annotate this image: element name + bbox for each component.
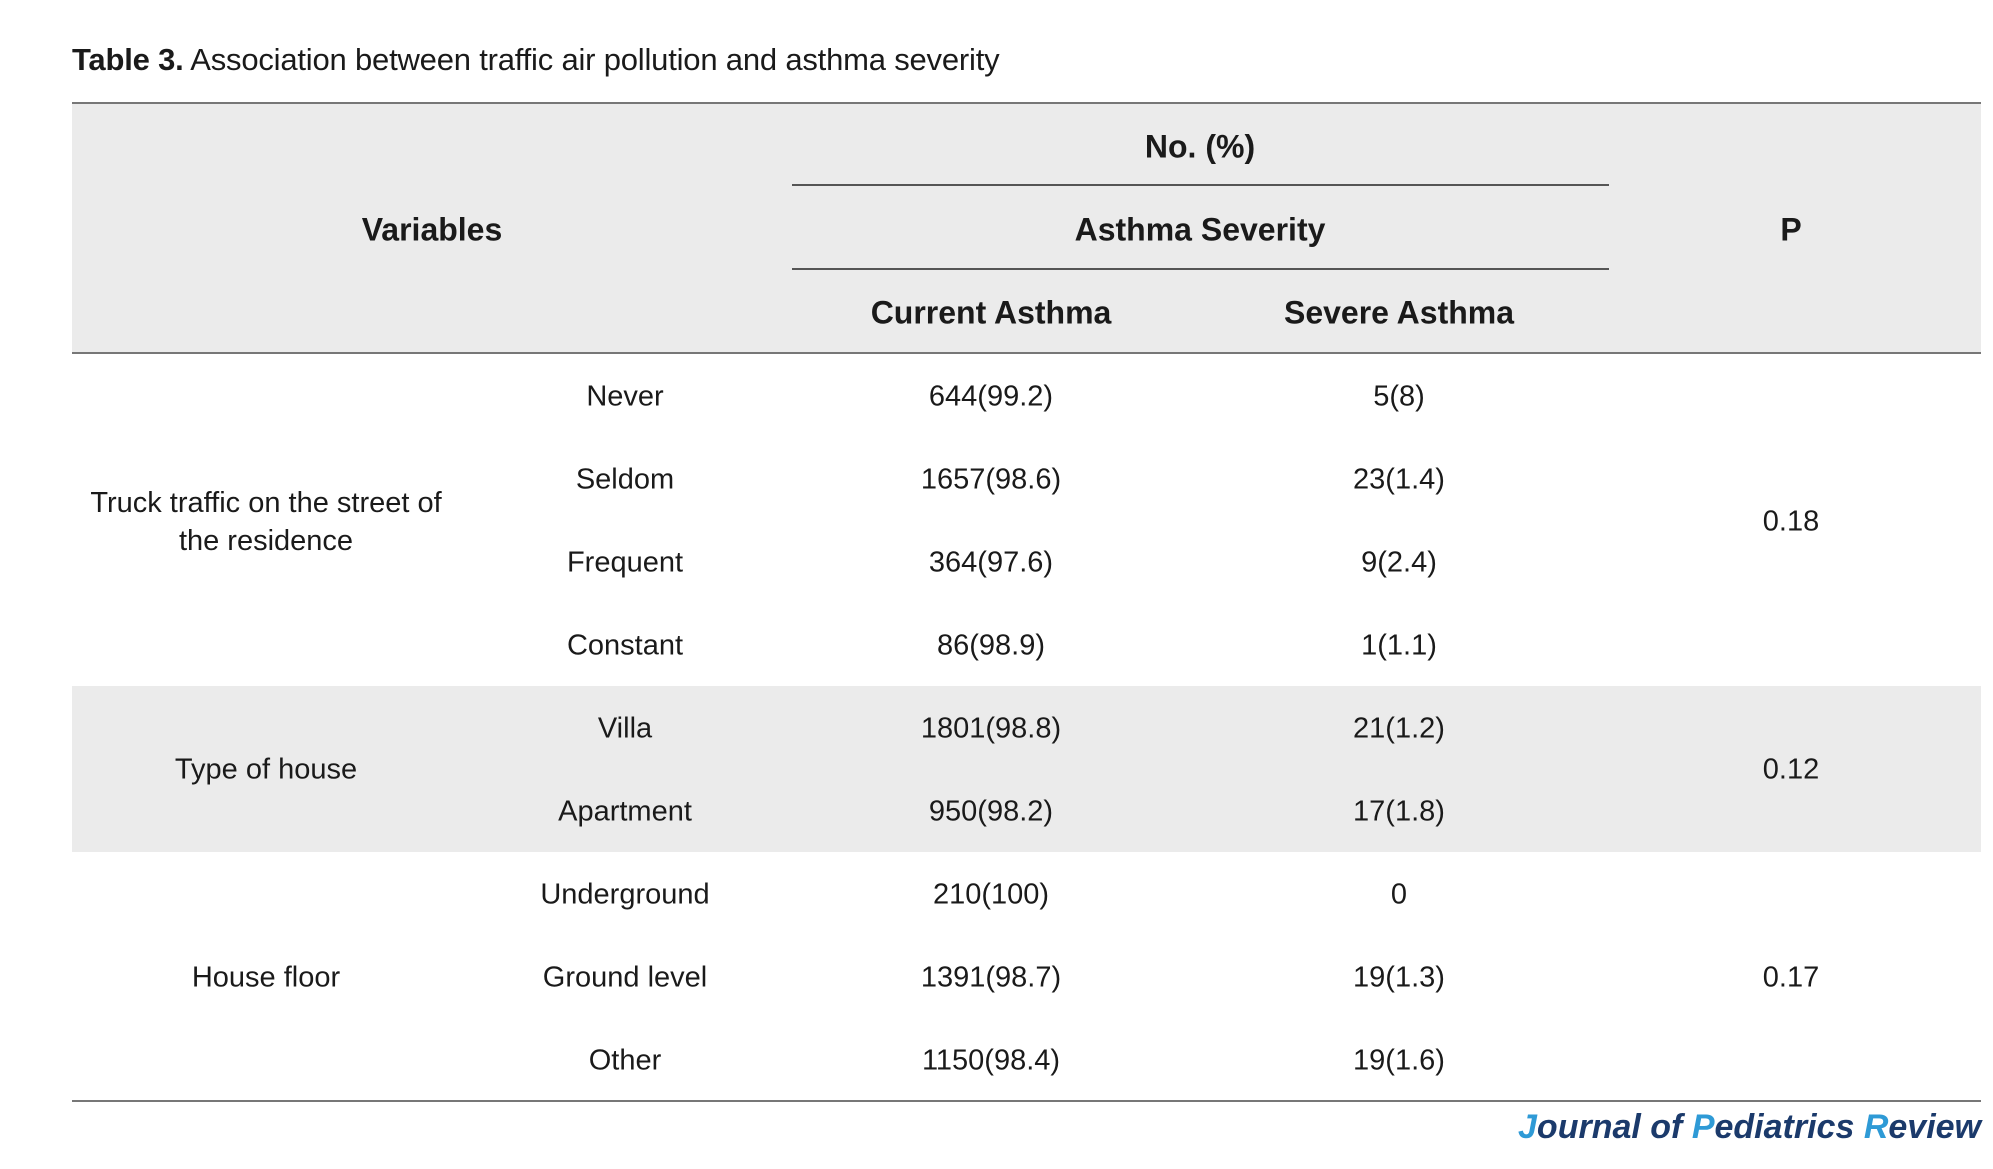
row-current: 1657(98.6) xyxy=(920,463,1062,496)
row-level: Frequent xyxy=(566,546,684,579)
header-subrule-2 xyxy=(792,268,1609,270)
row-severe: 9(2.4) xyxy=(1361,546,1437,579)
header-severe-asthma: Severe Asthma xyxy=(1283,294,1515,331)
row-current: 210(100) xyxy=(932,878,1050,911)
journal-logo-j: J xyxy=(1518,1108,1537,1146)
row-current: 86(98.9) xyxy=(936,629,1046,662)
row-level: Constant xyxy=(566,629,684,662)
table-caption xyxy=(72,42,999,78)
bottom-rule xyxy=(72,1100,1981,1102)
group-p-type-of-house: 0.12 xyxy=(1762,753,1820,786)
group-label-house-floor: House floor xyxy=(191,961,341,994)
row-current: 1150(98.4) xyxy=(921,1044,1061,1077)
row-level: Ground level xyxy=(542,961,708,994)
row-level: Villa xyxy=(597,712,653,745)
row-severe: 23(1.4) xyxy=(1353,463,1445,496)
group-label-type-of-house: Type of house xyxy=(174,753,358,786)
journal-logo-p: P xyxy=(1691,1108,1715,1146)
header-no-pct: No. (%) xyxy=(1144,128,1256,165)
group-label-truck-traffic: Truck traffic on the street of the residence xyxy=(90,487,442,557)
row-severe: 17(1.8) xyxy=(1353,795,1445,828)
header-asthma-severity: Asthma Severity xyxy=(1074,211,1326,248)
header-subrule-1 xyxy=(792,184,1609,186)
journal-logo-r: R xyxy=(1863,1108,1889,1146)
row-level: Underground xyxy=(540,878,710,911)
row-level: Never xyxy=(586,380,664,413)
row-severe: 19(1.3) xyxy=(1353,961,1445,994)
journal-logo-part3: eview xyxy=(1888,1108,1981,1146)
row-severe: 19(1.6) xyxy=(1353,1044,1445,1077)
top-rule xyxy=(72,102,1981,104)
row-current: 1391(98.7) xyxy=(920,961,1062,994)
row-current: 950(98.2) xyxy=(928,795,1054,828)
group-p-truck-traffic: 0.18 xyxy=(1762,505,1820,538)
header-bottom-rule xyxy=(72,352,1981,354)
row-current: 644(99.2) xyxy=(928,380,1054,413)
header-current-asthma: Current Asthma xyxy=(870,294,1112,331)
table-title: Association between traffic air pollution and asthma severity xyxy=(190,42,1000,77)
journal-logo-part2: ediatrics xyxy=(1714,1108,1864,1146)
row-level: Other xyxy=(588,1044,662,1077)
header-p: P xyxy=(1780,211,1802,248)
row-severe: 0 xyxy=(1390,878,1408,911)
journal-logo-part1: ournal of xyxy=(1536,1108,1692,1146)
table-number: Table 3. xyxy=(72,42,184,77)
row-current: 364(97.6) xyxy=(928,546,1054,579)
row-severe: 1(1.1) xyxy=(1361,629,1437,662)
group-p-house-floor: 0.17 xyxy=(1762,961,1820,994)
row-level: Apartment xyxy=(558,795,692,828)
header-variables: Variables xyxy=(361,211,503,248)
journal-logo xyxy=(1518,1108,1981,1147)
row-severe: 5(8) xyxy=(1373,380,1425,413)
row-severe: 21(1.2) xyxy=(1353,712,1445,745)
row-level: Seldom xyxy=(575,463,675,496)
row-current: 1801(98.8) xyxy=(920,712,1062,745)
